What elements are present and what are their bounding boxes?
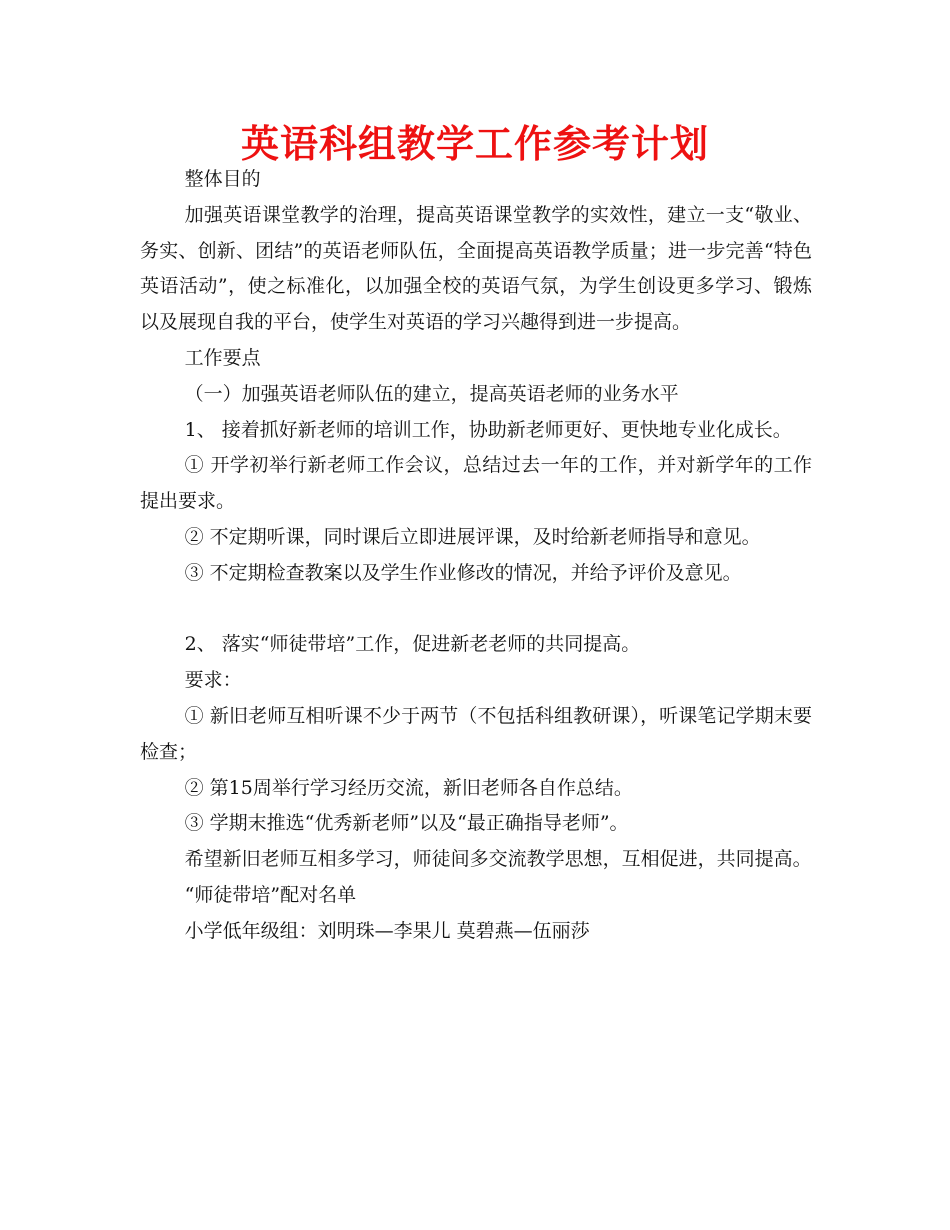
paragraph-hope: 希望新旧老师互相多学习，师徒间多交流教学思想，互相促进，共同提高。 — [184, 848, 812, 871]
pairing-list-lower-primary: 小学低年级组：刘明珠—李果儿 莫碧燕—伍丽莎 — [184, 919, 590, 942]
paragraph-overall-goal: 加强英语课堂教学的治理，提高英语课堂教学的实效性，建立一支“敬业、务实、创新、团结”的英语老师队伍，全面提高英语教学质量；进一步完善“特色英语活动”，使之标准化，以加强全校的英语气氛，为学生创设更多学习、锻炼以及展现自我的平台，使学生对英语的学习兴趣得到进一步提高。 — [140, 203, 812, 334]
item-1-sub-3: ③ 不定期检查教案以及学生作业修改的情况，并给予评价及意见。 — [184, 561, 742, 584]
document-body — [140, 162, 812, 950]
item-1: 1、 接着抓好新老师的培训工作，协助新老师更好、更快地专业化成长。 — [184, 418, 792, 441]
requirement-2: ② 第15周举行学习经历交流，新旧老师各自作总结。 — [184, 776, 633, 799]
item-1-sub-2: ② 不定期听课，同时课后立即进展评课，及时给新老师指导和意见。 — [184, 525, 761, 548]
section-heading-overall-goal: 整体目的 — [184, 168, 261, 190]
subsection-heading-1: （一）加强英语老师队伍的建立，提高英语老师的业务水平 — [184, 382, 679, 405]
requirement-3: ③ 学期末推选“优秀新老师”以及“最正确指导老师”。 — [184, 812, 629, 835]
paragraph-gap — [140, 592, 812, 628]
item-2: 2、 落实“师徒带培”工作，促进新老老师的共同提高。 — [184, 633, 641, 656]
requirement-1: ① 新旧老师互相听课不少于两节（不包括科组教研课），听课笔记学期末要检查； — [140, 704, 812, 763]
item-1-sub-1: ① 开学初举行新老师工作会议，总结过去一年的工作，并对新学年的工作提出要求。 — [140, 454, 812, 513]
section-heading-work-points: 工作要点 — [184, 346, 261, 369]
document-title: 英语科组教学工作参考计划 — [240, 122, 709, 166]
pairing-list-heading: “师徒带培”配对名单 — [184, 883, 357, 906]
requirements-label: 要求： — [184, 669, 242, 692]
